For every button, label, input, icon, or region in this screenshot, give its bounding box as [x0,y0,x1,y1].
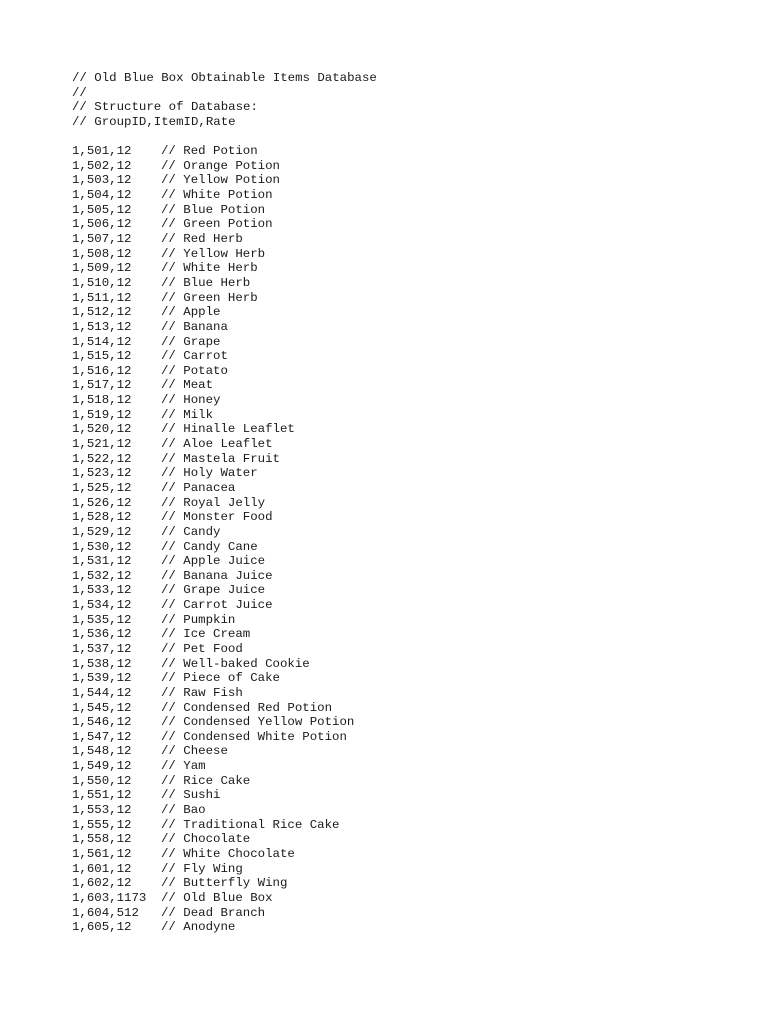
entry-row [72,583,377,598]
entry-row [72,774,377,789]
entry-row [72,554,377,569]
entry-comment: // Condensed Yellow Potion [161,715,355,730]
entry-comment: // Grape [161,334,221,349]
entry-row [72,715,377,730]
entry-code: 1,501,12 [72,144,132,159]
entry-comment: // White Potion [161,188,273,203]
entry-comment: // White Herb [161,261,258,276]
entry-code: 1,538,12 [72,656,132,671]
entry-code: 1,503,12 [72,173,132,188]
entry-row [72,393,377,408]
entry-row [72,144,377,159]
entry-code: 1,546,12 [72,715,132,730]
entry-code: 1,526,12 [72,495,132,510]
entry-comment: // Green Herb [161,290,258,305]
entry-code: 1,505,12 [72,202,132,217]
entry-code: 1,514,12 [72,334,132,349]
entry-comment: // Aloe Leaflet [161,437,273,452]
entry-comment: // Pumpkin [161,612,236,627]
entry-code: 1,502,12 [72,158,132,173]
entry-row [72,510,377,525]
entry-code: 1,516,12 [72,363,132,378]
entry-row [72,759,377,774]
entry-comment: // Condensed White Potion [161,729,347,744]
entry-row [72,906,377,921]
entry-comment: // Piece of Cake [161,671,280,686]
entry-code: 1,518,12 [72,393,132,408]
entry-code: 1,553,12 [72,803,132,818]
entry-code: 1,533,12 [72,583,132,598]
entry-row [72,261,377,276]
entry-code: 1,604,512 [72,905,139,920]
entry-code: 1,544,12 [72,685,132,700]
entry-comment: // Hinalle Leaflet [161,422,295,437]
entry-row [72,627,377,642]
entry-code: 1,515,12 [72,349,132,364]
entry-comment: // Orange Potion [161,158,280,173]
entry-row [72,188,377,203]
entry-row [72,466,377,481]
entry-code: 1,545,12 [72,700,132,715]
entry-comment: // Pet Food [161,641,243,656]
entry-code: 1,531,12 [72,554,132,569]
entry-code: 1,519,12 [72,407,132,422]
entry-code: 1,532,12 [72,568,132,583]
entry-row [72,569,377,584]
entry-row [72,349,377,364]
entry-comment: // Royal Jelly [161,495,266,510]
entry-row [72,701,377,716]
entry-comment: // Red Potion [161,144,258,159]
entry-comment: // Panacea [161,480,236,495]
header-comment-block [72,71,377,130]
header-title-line: // Old Blue Box Obtainable Items Database [72,71,377,85]
entry-code: 1,537,12 [72,641,132,656]
entry-code: 1,551,12 [72,788,132,803]
entry-comment: // Honey [161,393,221,408]
entry-row [72,657,377,672]
entry-comment: // Dead Branch [161,905,266,920]
entry-row [72,408,377,423]
entry-row [72,862,377,877]
entry-row [72,276,377,291]
entry-row [72,891,377,906]
document-page [72,71,377,935]
entry-comment: // Holy Water [161,466,258,481]
entry-code: 1,534,12 [72,598,132,613]
header-separator-line: // [72,85,87,100]
entry-code: 1,561,12 [72,846,132,861]
entry-row [72,642,377,657]
entry-code: 1,602,12 [72,876,132,891]
entry-code: 1,520,12 [72,422,132,437]
entry-code: 1,530,12 [72,539,132,554]
entry-comment: // Anodyne [161,920,236,935]
entry-row [72,613,377,628]
entry-comment: // Ice Cream [161,627,251,642]
entry-row [72,422,377,437]
entry-row [72,686,377,701]
entry-row [72,159,377,174]
entry-comment: // Well-baked Cookie [161,656,310,671]
entry-row [72,920,377,935]
entry-row [72,832,377,847]
entry-row [72,232,377,247]
entry-row [72,173,377,188]
entry-code: 1,504,12 [72,188,132,203]
entry-code: 1,523,12 [72,466,132,481]
entry-comment: // Chocolate [161,832,251,847]
header-structure-line: // Structure of Database: [72,100,258,115]
entry-comment: // Bao [161,803,206,818]
entry-row [72,378,377,393]
entry-row [72,598,377,613]
entry-row [72,437,377,452]
entry-code: 1,511,12 [72,290,132,305]
entry-row [72,335,377,350]
entry-comment: // Yellow Potion [161,173,280,188]
entry-comment: // Apple Juice [161,554,266,569]
entry-comment: // Blue Herb [161,275,251,290]
entry-list [72,144,377,935]
entry-row [72,481,377,496]
entry-code: 1,507,12 [72,232,132,247]
entry-code: 1,548,12 [72,744,132,759]
entry-code: 1,605,12 [72,920,132,935]
entry-code: 1,549,12 [72,759,132,774]
entry-row [72,730,377,745]
entry-comment: // White Chocolate [161,846,295,861]
entry-comment: // Yellow Herb [161,246,266,261]
entry-row [72,671,377,686]
entry-code: 1,535,12 [72,612,132,627]
header-fields-line: // GroupID,ItemID,Rate [72,114,236,129]
entry-row [72,525,377,540]
entry-comment: // Condensed Red Potion [161,700,333,715]
entry-code: 1,528,12 [72,510,132,525]
entry-comment: // Apple [161,305,221,320]
entry-comment: // Sushi [161,788,221,803]
entry-code: 1,506,12 [72,217,132,232]
entry-code: 1,539,12 [72,671,132,686]
entry-comment: // Old Blue Box [161,890,273,905]
entry-row [72,540,377,555]
entry-comment: // Mastela Fruit [161,451,280,466]
entry-row [72,744,377,759]
entry-comment: // Candy [161,524,221,539]
entry-comment: // Meat [161,378,214,393]
entry-comment: // Grape Juice [161,583,266,598]
entry-code: 1,510,12 [72,275,132,290]
entry-code: 1,517,12 [72,378,132,393]
entry-comment: // Potato [161,363,228,378]
entry-comment: // Raw Fish [161,685,243,700]
entry-comment: // Banana [161,319,228,334]
entry-code: 1,521,12 [72,437,132,452]
entry-comment: // Carrot Juice [161,598,273,613]
entry-comment: // Candy Cane [161,539,258,554]
entry-row [72,203,377,218]
entry-row [72,452,377,467]
entry-comment: // Red Herb [161,232,243,247]
entry-row [72,788,377,803]
entry-code: 1,509,12 [72,261,132,276]
entry-row [72,320,377,335]
entry-code: 1,525,12 [72,480,132,495]
blank-line [72,130,377,145]
entry-code: 1,550,12 [72,773,132,788]
entry-comment: // Blue Potion [161,202,266,217]
entry-row [72,847,377,862]
entry-code: 1,558,12 [72,832,132,847]
entry-row [72,818,377,833]
entry-row [72,496,377,511]
entry-row [72,876,377,891]
entry-code: 1,522,12 [72,451,132,466]
entry-comment: // Milk [161,407,214,422]
entry-comment: // Butterfly Wing [161,876,288,891]
entry-comment: // Yam [161,759,206,774]
entry-code: 1,529,12 [72,524,132,539]
entry-row [72,247,377,262]
entry-comment: // Carrot [161,349,228,364]
entry-code: 1,513,12 [72,319,132,334]
entry-code: 1,601,12 [72,861,132,876]
entry-code: 1,536,12 [72,627,132,642]
entry-row [72,217,377,232]
entry-code: 1,508,12 [72,246,132,261]
entry-comment: // Banana Juice [161,568,273,583]
entry-row [72,803,377,818]
entry-row [72,305,377,320]
entry-code: 1,547,12 [72,729,132,744]
entry-code: 1,603,1173 [72,890,147,905]
entry-comment: // Fly Wing [161,861,243,876]
entry-code: 1,555,12 [72,817,132,832]
entry-row [72,291,377,306]
entry-row [72,364,377,379]
entry-comment: // Traditional Rice Cake [161,817,340,832]
entry-comment: // Cheese [161,744,228,759]
entry-comment: // Rice Cake [161,773,251,788]
entry-comment: // Green Potion [161,217,273,232]
entry-code: 1,512,12 [72,305,132,320]
entry-comment: // Monster Food [161,510,273,525]
